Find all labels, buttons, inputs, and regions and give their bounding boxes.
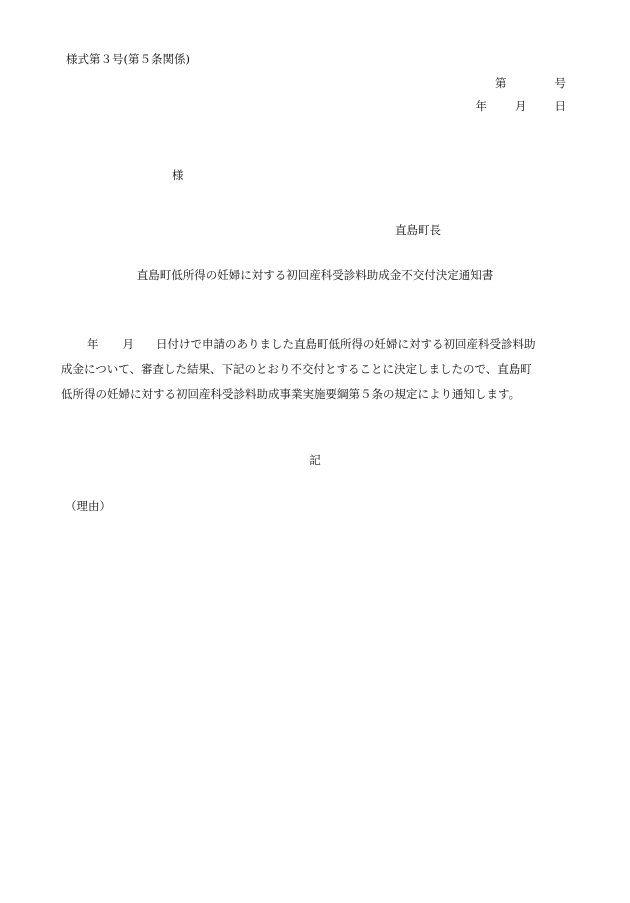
body-line-3: 低所得の妊婦に対する初回産科受診料助成事業実施要綱第５条の規定により通知します。 [61,387,521,401]
body-line-1-text: 日付けで申請のありました直島町低所得の妊婦に対する初回産科受診料助 [156,337,536,351]
body-line-1 [61,332,576,357]
reason-label: （理由） [65,499,111,513]
date-month: 月 [515,99,527,113]
date-day: 日 [554,99,566,113]
body-paragraph [61,332,576,407]
body-month: 月 [122,337,134,351]
body-year: 年 [87,337,99,351]
form-number-label: 様式第３号(第５条関係) [66,52,190,66]
recipient-honorific: 様 [172,168,184,182]
document-number-suffix: 号 [554,76,566,90]
document-date [476,98,567,114]
date-year: 年 [475,99,487,113]
document-title: 直島町低所得の妊婦に対する初回産科受診料助成金不交付決定通知書 [136,268,494,282]
body-line-2: 成金について、審査した結果、下記のとおり不交付とすることに決定しましたので、直島町 [61,362,532,376]
ki-heading: 記 [309,453,321,467]
sender-name: 直島町長 [395,223,441,237]
document-number-prefix: 第 [495,76,507,90]
document-number [495,75,566,91]
